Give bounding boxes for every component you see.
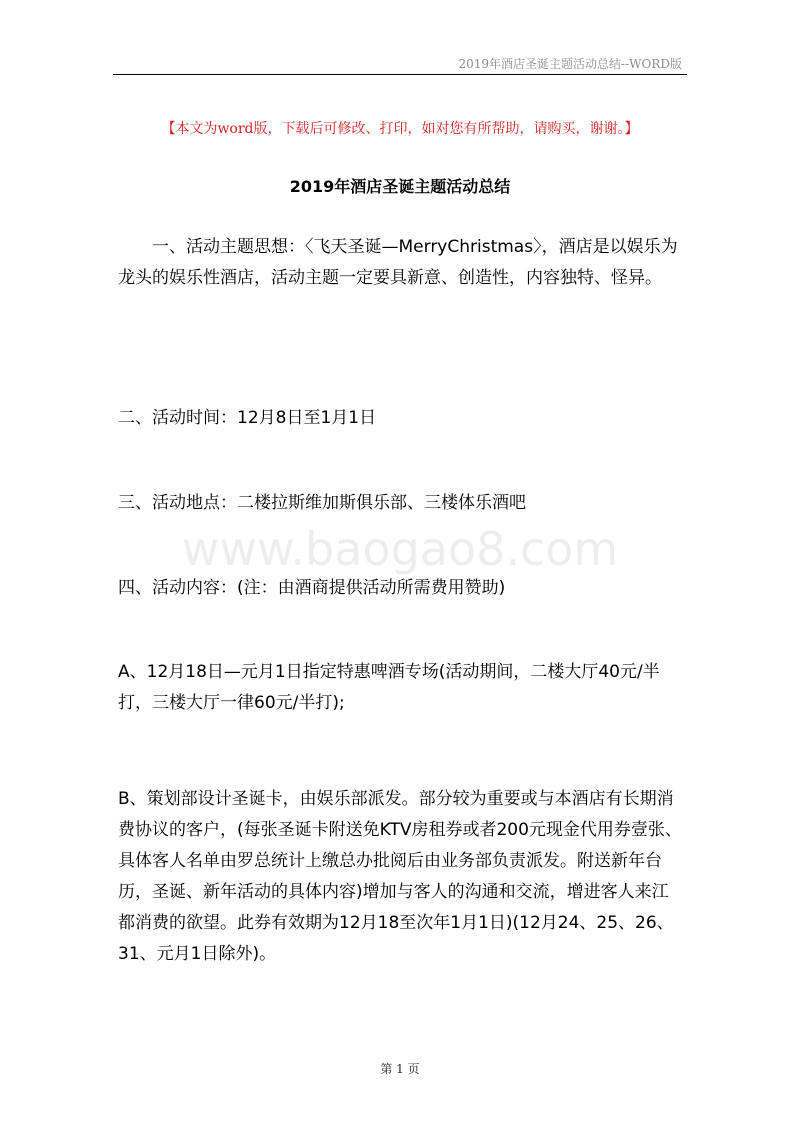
watermark: www.baogao8.com	[181, 522, 619, 576]
paragraph-item-a	[118, 657, 684, 719]
paragraph-text: 二、活动时间：12月8日至1月1日	[118, 408, 377, 428]
paragraph-item-b	[118, 784, 684, 970]
paragraph-text: 三、活动地点：二楼拉斯维加斯俱乐部、三楼体乐酒吧	[118, 493, 526, 513]
paragraph-content	[118, 573, 684, 604]
paragraph-location	[118, 488, 684, 519]
paragraph-text: 一、活动主题思想：〈飞天圣诞—MerryChristmas〉，酒店是以娱乐为龙头的娱乐性酒店，活动主题一定要具新意、创造性，内容独特、怪异。	[118, 237, 678, 288]
paragraph-time	[118, 403, 684, 434]
running-header: 2019年酒店圣诞主题活动总结--WORD版	[458, 57, 682, 71]
download-notice: 【本文为word版，下载后可修改、打印，如对您有所帮助，请购买，谢谢。】	[161, 121, 639, 137]
paragraph-text: 四、活动内容：(注：由酒商提供活动所需费用赞助)	[118, 578, 506, 598]
header-divider	[113, 74, 687, 75]
paragraph-text: B、策划部设计圣诞卡，由娱乐部派发。部分较为重要或与本酒店有长期消费协议的客户，(每张圣诞卡附送免KTV房租券或者200元现金代用券壹张、具体客人名单由罗总统计上缴总办批阅后由业务部负责派发。附送新年台历，圣诞、新年活动的具体内容)增加与客人的沟通和交流，增进客人来江都消费的欲望。此券有效期为12月18至次年1月1日)(12月24、25、26、31、元月1日除外)。	[118, 789, 682, 964]
paragraph-text: A、12月18日—元月1日指定特惠啤酒专场(活动期间，二楼大厅40元/半打，三楼大厅一律60元/半打);	[118, 662, 660, 713]
document-title: 2019年酒店圣诞主题活动总结	[289, 177, 511, 196]
page-number: 第 1 页	[380, 1062, 420, 1076]
paragraph-theme	[118, 232, 684, 294]
